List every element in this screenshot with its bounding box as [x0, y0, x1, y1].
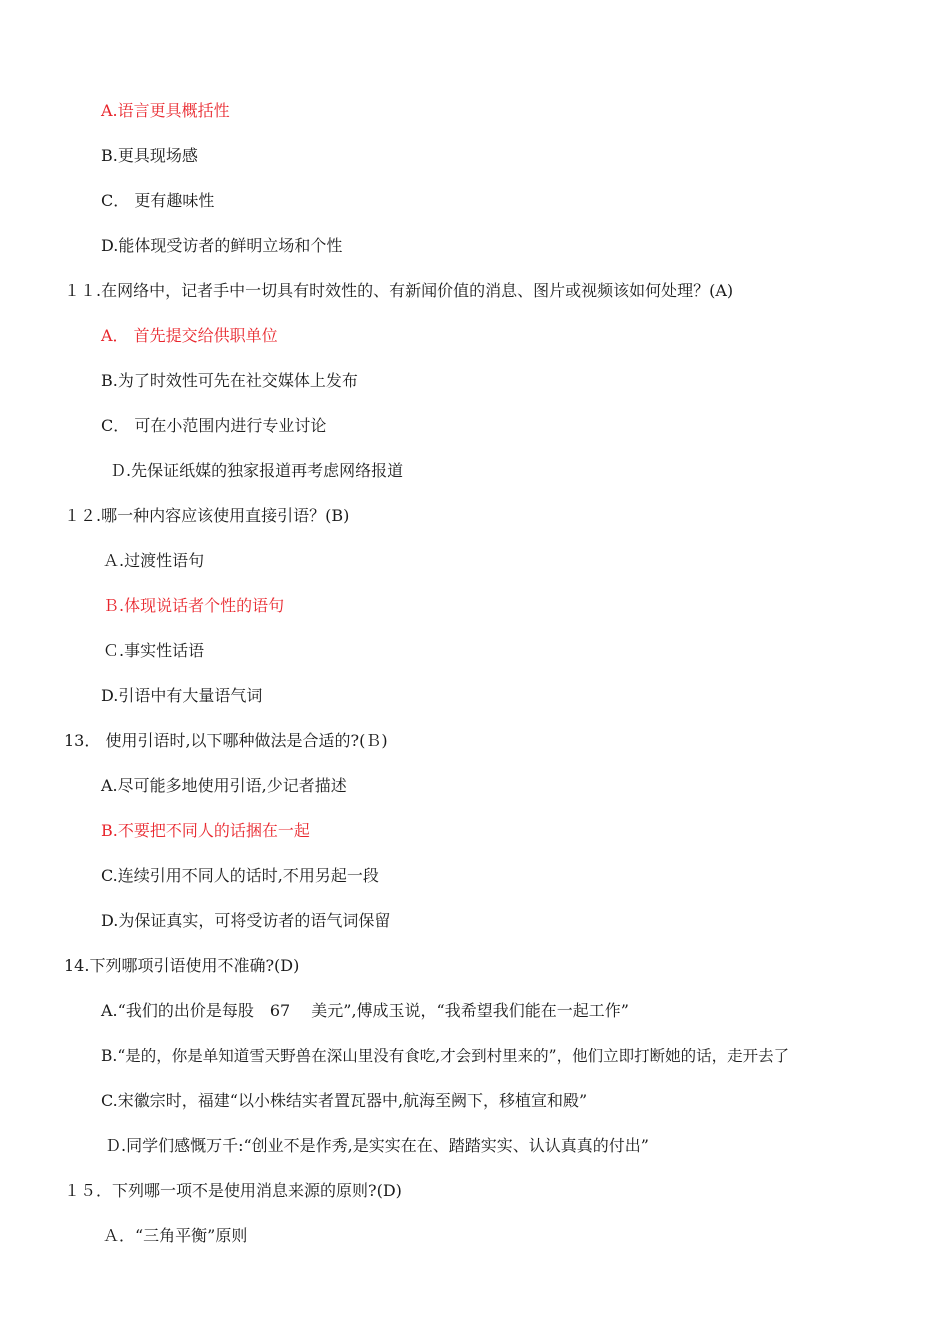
option-line: C． 更有趣味性: [101, 191, 215, 210]
option-line: A.“我们的出价是每股 67 美元”,傅成玉说，“我希望我们能在一起工作”: [101, 1001, 629, 1020]
question-line: １２.哪一种内容应该使用直接引语？(B): [64, 506, 350, 525]
question-line: １５．下列哪一项不是使用消息来源的原则?(D): [64, 1181, 402, 1200]
option-line: D.能体现受访者的鲜明立场和个性: [101, 236, 343, 255]
option-line: B.“是的，你是单知道雪天野兽在深山里没有食吃,才会到村里来的”，他们立即打断她的话，走开去了: [101, 1047, 790, 1065]
option-line: C.宋徽宗时，福建“以小株结实者置瓦器中,航海至阙下，移植宣和殿”: [101, 1091, 588, 1110]
option-line: Ｄ.先保证纸媒的独家报道再考虑网络报道: [110, 461, 404, 480]
option-line: B.更具现场感: [101, 146, 198, 165]
option-line: B.不要把不同人的话捆在一起: [101, 821, 310, 840]
question-line: １１.在网络中，记者手中一切具有时效性的、有新闻价值的消息、图片或视频该如何处理？(A): [64, 281, 734, 300]
option-line: D.引语中有大量语气词: [101, 686, 263, 705]
option-line: B.为了时效性可先在社交媒体上发布: [101, 371, 358, 390]
option-line: A.语言更具概括性: [101, 101, 230, 120]
question-line: 14.下列哪项引语使用不准确?(D): [64, 956, 300, 975]
question-line: 13． 使用引语时,以下哪种做法是合适的?(Ｂ): [64, 731, 388, 750]
option-line: A.尽可能多地使用引语,少记者描述: [101, 776, 347, 795]
option-line: Ｄ.同学们感慨万千:“创业不是作秀,是实实在在、踏踏实实、认认真真的付出”: [105, 1136, 649, 1155]
option-line: D.为保证真实，可将受访者的语气词保留: [101, 911, 391, 930]
option-line: Ａ．“三角平衡”原则: [103, 1226, 248, 1245]
option-line: Ｃ.事实性话语: [103, 641, 205, 660]
option-line: A． 首先提交给供职单位: [101, 326, 278, 345]
option-line: Ａ.过渡性语句: [103, 551, 205, 570]
option-line: C． 可在小范围内进行专业讨论: [101, 416, 327, 435]
option-line: C.连续引用不同人的话时,不用另起一段: [101, 866, 379, 885]
option-line: Ｂ.体现说话者个性的语句: [103, 596, 285, 615]
